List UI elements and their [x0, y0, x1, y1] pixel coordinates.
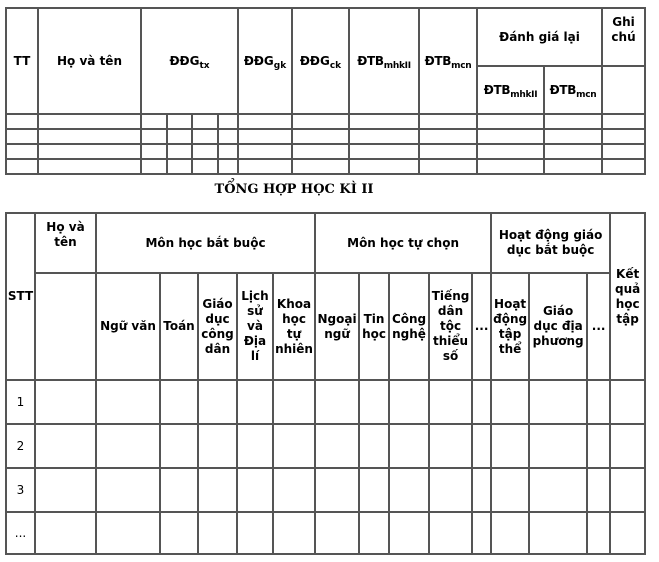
section-caption: TỔNG HỢP HỌC KÌ II: [214, 182, 374, 197]
table-row: [6, 159, 645, 174]
col-ellipsis-elective: ...: [472, 273, 491, 380]
col-name: Họ và tên: [35, 213, 96, 273]
col-history-geo: Lịch sử và Địa lí: [237, 273, 273, 380]
col-foreign: Ngoại ngữ: [315, 273, 359, 380]
col-collective: Hoạt động tập thể: [491, 273, 529, 380]
table-row: [6, 129, 645, 144]
col-ddg-tx: $ĐĐG_{tx}$: [141, 8, 238, 114]
col-dtb-mcn: $ĐTB_{mcn}$: [419, 8, 477, 114]
col-tech: Công nghệ: [389, 273, 429, 380]
col-literature: Ngữ văn: [96, 273, 160, 380]
col-ethnic: Tiếng dân tộc thiểu số: [429, 273, 472, 380]
col-dtb-mhkii: $ĐTB_{mhkII}$: [349, 8, 419, 114]
row-number: 3: [6, 468, 35, 512]
col-science: Khoa học tự nhiên: [273, 273, 315, 380]
group-required: Môn học bắt buộc: [96, 213, 315, 273]
col-ellipsis-activities: ...: [587, 273, 610, 380]
grade-table: [5, 7, 646, 175]
table-row: [6, 512, 645, 554]
group-activities: Hoạt động giáo dục bắt buộc: [491, 213, 610, 273]
col-result: Kết quả học tập: [610, 213, 645, 380]
summary-table: [5, 212, 646, 555]
col-stt: STT: [6, 213, 35, 380]
col-math: Toán: [160, 273, 198, 380]
note-cell: [602, 66, 645, 114]
row-number: 2: [6, 424, 35, 468]
col-civics: Giáo dục công dân: [198, 273, 237, 380]
row-number: 1: [6, 380, 35, 424]
col-it: Tin học: [359, 273, 389, 380]
col-ddg-gk: $ĐĐG_{gk}$: [238, 8, 292, 114]
col-re-dtb-mcn: $ĐTB_{mcn}$: [544, 66, 602, 114]
col-note: Ghi chú: [602, 8, 645, 66]
col-tt: TT: [6, 8, 38, 114]
col-name: Họ và tên: [38, 8, 141, 114]
table-row: [6, 380, 645, 424]
row-number: ...: [6, 512, 35, 554]
group-elective: Môn học tự chọn: [315, 213, 491, 273]
table-row: [6, 114, 645, 129]
table-row: [6, 144, 645, 159]
table-row: [6, 424, 645, 468]
col-re-dtb-mhkii: $ĐTB_{mhkII}$: [477, 66, 544, 114]
table-row: [6, 468, 645, 512]
col-reassess: Đánh giá lại: [477, 8, 602, 66]
col-local: Giáo dục địa phương: [529, 273, 587, 380]
col-ddg-ck: $ĐĐG_{ck}$: [292, 8, 349, 114]
name-cell: [35, 273, 96, 380]
